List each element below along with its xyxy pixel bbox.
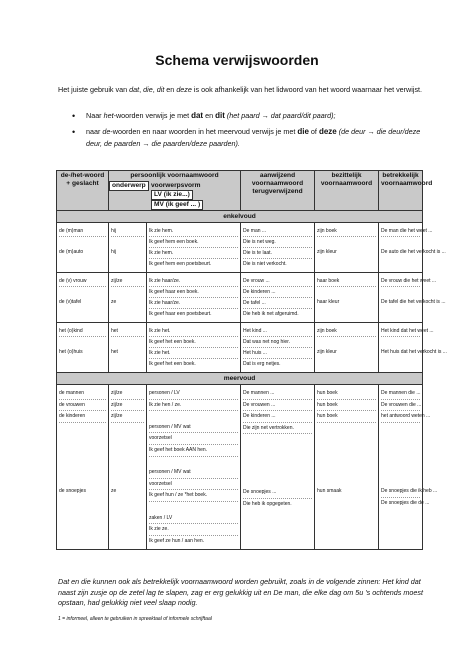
cell-line: voorzetsel bbox=[149, 479, 238, 491]
cell-line bbox=[59, 455, 106, 466]
table-header-row bbox=[57, 171, 423, 211]
cell-line bbox=[59, 337, 106, 347]
cell-line bbox=[111, 237, 144, 247]
cell-line: De kinderen ... bbox=[243, 287, 312, 298]
cell-line: De vrouw ... bbox=[243, 276, 312, 287]
cell-line bbox=[381, 423, 420, 434]
cell-line bbox=[59, 237, 106, 247]
cell-line bbox=[111, 455, 144, 466]
intro-paragraph bbox=[58, 84, 428, 95]
cell-line: personen / LV bbox=[149, 388, 238, 400]
cell-line: Die zijn net vertrokken. bbox=[243, 423, 312, 435]
cell-line: zij/ze bbox=[111, 276, 144, 287]
cell-line bbox=[111, 444, 144, 455]
cell-line: De mannen die ... bbox=[381, 388, 420, 400]
cell-line: hun boek bbox=[317, 411, 376, 423]
cell-line: De snoepjes die de ... bbox=[381, 499, 430, 506]
intro-word-deze: deze bbox=[176, 85, 192, 94]
cell-line: Het kind dat het weet ... bbox=[381, 326, 420, 337]
cell-line: het bbox=[111, 326, 144, 337]
cell-line: Ik zie ze. bbox=[149, 524, 238, 536]
cell-onderwerp bbox=[109, 385, 147, 550]
cell-line bbox=[59, 476, 106, 487]
cell-noun bbox=[57, 385, 109, 550]
cell-voorwerpsvorm bbox=[147, 223, 241, 273]
cell-line: De tafel ... bbox=[243, 298, 312, 309]
meervoud-body bbox=[57, 385, 438, 550]
cell-line: ze bbox=[111, 299, 117, 305]
cell-line: De tafel die het verkocht is ... bbox=[381, 299, 446, 305]
cell-line: Ik zie hen / ze. bbox=[149, 400, 238, 412]
cell-line: de snoepjes bbox=[59, 488, 86, 495]
cell-line: de (v)tafel bbox=[59, 299, 82, 305]
cell-line: Ik geef hun / ze *het boek. bbox=[149, 490, 238, 502]
rule-keyword: dat bbox=[191, 111, 204, 120]
cell-line: De snoepjes ... bbox=[243, 487, 312, 499]
cell-line: de (v) vrouw bbox=[59, 276, 106, 287]
cell-line: zijn boek bbox=[317, 226, 376, 237]
cell-line: Ik zie hem. bbox=[149, 248, 238, 259]
cell-line bbox=[111, 465, 144, 476]
rule-text: Naar bbox=[86, 111, 104, 120]
section-meervoud: meervoud bbox=[57, 373, 423, 385]
cell-line bbox=[59, 287, 106, 297]
cell-line: hun boek bbox=[317, 388, 376, 400]
intro-word-dit: dit bbox=[156, 85, 165, 94]
cell-line: ze bbox=[111, 488, 117, 495]
cell-voorwerpsvorm bbox=[147, 273, 241, 323]
cell-line: De mannen ... bbox=[243, 388, 312, 400]
intro-word-die: die bbox=[143, 85, 153, 94]
cell-line: Ik geef hem een boek. bbox=[149, 237, 238, 248]
cell-line: de (m)auto bbox=[59, 249, 84, 255]
cell-line: haar boek bbox=[317, 276, 376, 287]
cell-line bbox=[243, 477, 312, 488]
cell-betrekkelijk bbox=[379, 323, 447, 373]
cell-line: Het kind ... bbox=[243, 326, 312, 337]
cell-line: Ik geef het een boek. bbox=[149, 337, 238, 348]
cell-line bbox=[59, 444, 106, 455]
cell-bezittelijk bbox=[315, 323, 379, 373]
header-subcolumns bbox=[109, 181, 240, 210]
cell-line: Ik zie hem. bbox=[149, 226, 238, 237]
cell-line: De vrouwen die ... bbox=[381, 400, 420, 412]
cell-line bbox=[317, 287, 376, 297]
onderwerp-label: onderwerp bbox=[109, 181, 149, 191]
intro-connector: en bbox=[164, 85, 177, 94]
cell-line: Ik geef haar een boek. bbox=[149, 287, 238, 298]
rule-keyword: die bbox=[297, 127, 309, 136]
header-aanwijzend bbox=[241, 171, 315, 211]
cell-betrekkelijk bbox=[379, 385, 438, 550]
cell-line: Ik geef hem een poetsbeurt. bbox=[149, 261, 212, 267]
cell-line bbox=[243, 445, 312, 456]
cell-line: zij/ze bbox=[111, 400, 144, 412]
cell-line bbox=[317, 433, 376, 444]
cell-line bbox=[111, 423, 144, 434]
cell-line bbox=[381, 433, 420, 444]
rule-item bbox=[72, 110, 428, 122]
rule-item bbox=[72, 126, 428, 150]
cell-line: De auto die het verkocht is ... bbox=[381, 249, 446, 255]
cell-line: zijn boek bbox=[317, 326, 376, 337]
cell-line: Dat was net nog hier. bbox=[243, 337, 312, 348]
cell-line: zijn kleur bbox=[317, 349, 337, 355]
cell-betrekkelijk bbox=[379, 273, 446, 323]
cell-onderwerp bbox=[109, 323, 147, 373]
header-label: aanwijzend voornaamwoord terugverwijzend bbox=[251, 172, 304, 195]
voorwerpsvorm-label: voorwerpsvorm bbox=[151, 182, 201, 189]
mv-box: MV (ik geef ... ) bbox=[151, 200, 203, 210]
cell-line bbox=[317, 337, 376, 347]
header-label: de-/het-woord + geslacht bbox=[60, 172, 105, 187]
rule-keyword: deze bbox=[318, 127, 337, 136]
rule-keyword: dit bbox=[215, 111, 225, 120]
header-subcol-voorwerpsvorm bbox=[147, 181, 240, 210]
cell-line: het (o)kind bbox=[59, 326, 106, 337]
rule-article: de bbox=[102, 127, 111, 136]
table-row bbox=[57, 323, 423, 373]
cell-line bbox=[317, 423, 376, 434]
bullet-icon: • bbox=[72, 127, 76, 137]
cell-line: het antwoord weten ... bbox=[381, 411, 420, 423]
cell-line: De man ... bbox=[243, 226, 312, 237]
cell-line: de mannen bbox=[59, 388, 106, 400]
cell-noun bbox=[57, 223, 109, 273]
cell-line: Ik geef ze hun / aan hen. bbox=[149, 537, 205, 544]
section-row bbox=[57, 211, 423, 223]
lv-box: LV (ik zie...) bbox=[151, 190, 193, 200]
cell-line bbox=[149, 411, 238, 422]
page-title: Schema verwijswoorden bbox=[155, 52, 319, 68]
intro-word-dat: dat bbox=[129, 85, 140, 94]
header-label: persoonlijk voornaamwoord bbox=[130, 172, 219, 179]
section-enkelvoud: enkelvoud bbox=[57, 211, 423, 223]
pronoun-table bbox=[56, 170, 447, 550]
intro-separator: , bbox=[139, 85, 144, 94]
cell-line: de vrouwen bbox=[59, 400, 106, 412]
cell-line: personen / MV wat bbox=[149, 422, 238, 434]
cell-line: Die heb ik net afgeruimd. bbox=[243, 311, 299, 317]
cell-line: Ik geef het boek AAN hen. bbox=[149, 445, 238, 457]
cell-voorwerpsvorm bbox=[147, 323, 241, 373]
header-label: bezittelijk voornaamwoord bbox=[320, 172, 373, 187]
cell-line bbox=[381, 444, 420, 455]
cell-line: zij/ze bbox=[111, 388, 144, 400]
cell-aanwijzend bbox=[241, 323, 315, 373]
cell-line: Ik zie het. bbox=[149, 348, 238, 359]
cell-line bbox=[111, 337, 144, 347]
cell-line bbox=[381, 455, 420, 466]
cell-line bbox=[317, 465, 376, 476]
cell-line: Dat is erg netjes. bbox=[243, 361, 281, 367]
cell-noun bbox=[57, 323, 109, 373]
lv-label bbox=[151, 190, 240, 200]
cell-line bbox=[243, 434, 312, 445]
cell-line bbox=[317, 444, 376, 455]
cell-line bbox=[149, 502, 238, 513]
cell-line: Het huis ... bbox=[243, 348, 312, 359]
rule-list bbox=[72, 110, 428, 154]
cell-onderwerp bbox=[109, 273, 147, 323]
cell-line bbox=[317, 455, 376, 466]
cell-line: Die heb ik opgegeten. bbox=[243, 500, 292, 507]
intro-separator: , bbox=[152, 85, 157, 94]
cell-line: het (o)huis bbox=[59, 349, 83, 355]
cell-line: Die is net weg. bbox=[243, 237, 312, 248]
cell-line: Die is niet verkocht. bbox=[243, 261, 287, 267]
cell-line: Ik zie haar/ze. bbox=[149, 276, 238, 287]
cell-line bbox=[111, 287, 144, 297]
table-row bbox=[57, 385, 423, 550]
cell-betrekkelijk bbox=[379, 223, 446, 273]
cell-line bbox=[59, 423, 106, 434]
bullet-icon: • bbox=[72, 111, 76, 121]
cell-line: zij/ze bbox=[111, 411, 144, 423]
cell-line bbox=[381, 237, 420, 247]
cell-line: de kinderen bbox=[59, 411, 106, 423]
cell-line: het bbox=[111, 349, 118, 355]
cell-line: haar kleur bbox=[317, 299, 340, 305]
cell-line: Ik geef het een boek. bbox=[149, 361, 196, 367]
cell-bezittelijk bbox=[315, 273, 379, 323]
rule-text: -woorden verwijs je met bbox=[113, 111, 192, 120]
cell-line: hij bbox=[111, 249, 117, 255]
cell-line: zaken / LV bbox=[149, 513, 238, 525]
cell-line: Die is te laat. bbox=[243, 248, 312, 259]
cell-line: de (m)man bbox=[59, 226, 106, 237]
section-row bbox=[57, 373, 423, 385]
header-bezittelijk bbox=[315, 171, 379, 211]
cell-line bbox=[243, 466, 312, 477]
cell-line: De snoepjes die ik heb ... bbox=[381, 486, 420, 498]
cell-line: personen / MV wat bbox=[149, 467, 238, 479]
cell-line bbox=[59, 433, 106, 444]
cell-line bbox=[381, 287, 420, 297]
cell-line bbox=[381, 465, 420, 476]
cell-aanwijzend bbox=[241, 273, 315, 323]
cell-line bbox=[111, 433, 144, 444]
cell-line: Ik zie het. bbox=[149, 326, 238, 337]
cell-aanwijzend bbox=[241, 223, 315, 273]
cell-bezittelijk bbox=[315, 385, 379, 550]
rule-text: naar bbox=[86, 127, 103, 136]
header-persoonlijk bbox=[109, 171, 241, 211]
cell-line: zijn kleur bbox=[317, 249, 337, 255]
cell-line: hun smaak bbox=[317, 488, 342, 495]
cell-line: De kinderen ... bbox=[243, 411, 312, 423]
cell-onderwerp bbox=[109, 223, 147, 273]
cell-line: De man die het weet ... bbox=[381, 226, 420, 237]
cell-aanwijzend bbox=[241, 385, 315, 550]
rule-example: (de deur → die deur/deze deur, de paarden → die paarden/deze paarden). bbox=[86, 127, 421, 148]
cell-line bbox=[317, 476, 376, 487]
cell-line: Ik zie haar/ze. bbox=[149, 298, 238, 309]
cell-line bbox=[243, 456, 312, 467]
table-row bbox=[57, 223, 423, 273]
cell-bezittelijk bbox=[315, 223, 379, 273]
cell-line bbox=[59, 465, 106, 476]
mv-label bbox=[151, 200, 240, 210]
header-de-het-woord bbox=[57, 171, 109, 211]
rule-example: (het paard → dat paard/dit paard); bbox=[224, 111, 336, 120]
intro-suffix: is ook afhankelijk van het lidwoord van het woord waarnaar het verwijst. bbox=[191, 85, 423, 94]
intro-prefix: Het juiste gebruik van bbox=[58, 85, 130, 94]
cell-line: hun boek bbox=[317, 400, 376, 412]
header-label: betrekkelijk voornaamwoord bbox=[381, 172, 433, 187]
enkelvoud-body bbox=[57, 223, 447, 373]
table-row bbox=[57, 273, 423, 323]
header-betrekkelijk bbox=[379, 171, 433, 211]
cell-line bbox=[317, 237, 376, 247]
cell-line: Ik geef haar een poetsbeurt. bbox=[149, 311, 212, 317]
rule-text: en bbox=[203, 111, 216, 120]
cell-line: voorzetsel bbox=[149, 433, 238, 445]
cell-line: Het huis dat het verkocht is ... bbox=[381, 349, 447, 355]
cell-line bbox=[111, 476, 144, 487]
rule-text: -woorden en naar woorden in het meervoud verwijs je met bbox=[110, 127, 298, 136]
footnote: 1 = informeel, alleen te gebruiken in spreektaal of informele schrijftaal bbox=[58, 616, 212, 622]
cell-line: De vrouw die het weet ... bbox=[381, 276, 420, 287]
rule-article: het bbox=[103, 111, 114, 120]
footer-paragraph: Dat en die kunnen ook als betrekkelijk voornaamwoord worden gebruikt, zoals in de volgende zinnen: Het kind dat naast zijn zusje op de zetel lag te slapen, zag er erg gelukkig uit en De man, die elke dag om 5u 's ochtends moest opstaan, had gelukkig niet veel slaap nodig. bbox=[58, 577, 423, 607]
cell-line bbox=[149, 457, 238, 468]
rule-text: of bbox=[308, 127, 319, 136]
cell-voorwerpsvorm bbox=[147, 385, 241, 550]
cell-line bbox=[381, 476, 420, 487]
cell-line: hij bbox=[111, 226, 144, 237]
header-subcol-onderwerp bbox=[109, 181, 147, 210]
cell-noun bbox=[57, 273, 109, 323]
cell-line bbox=[381, 337, 420, 347]
cell-line: De vrouwen ... bbox=[243, 400, 312, 412]
